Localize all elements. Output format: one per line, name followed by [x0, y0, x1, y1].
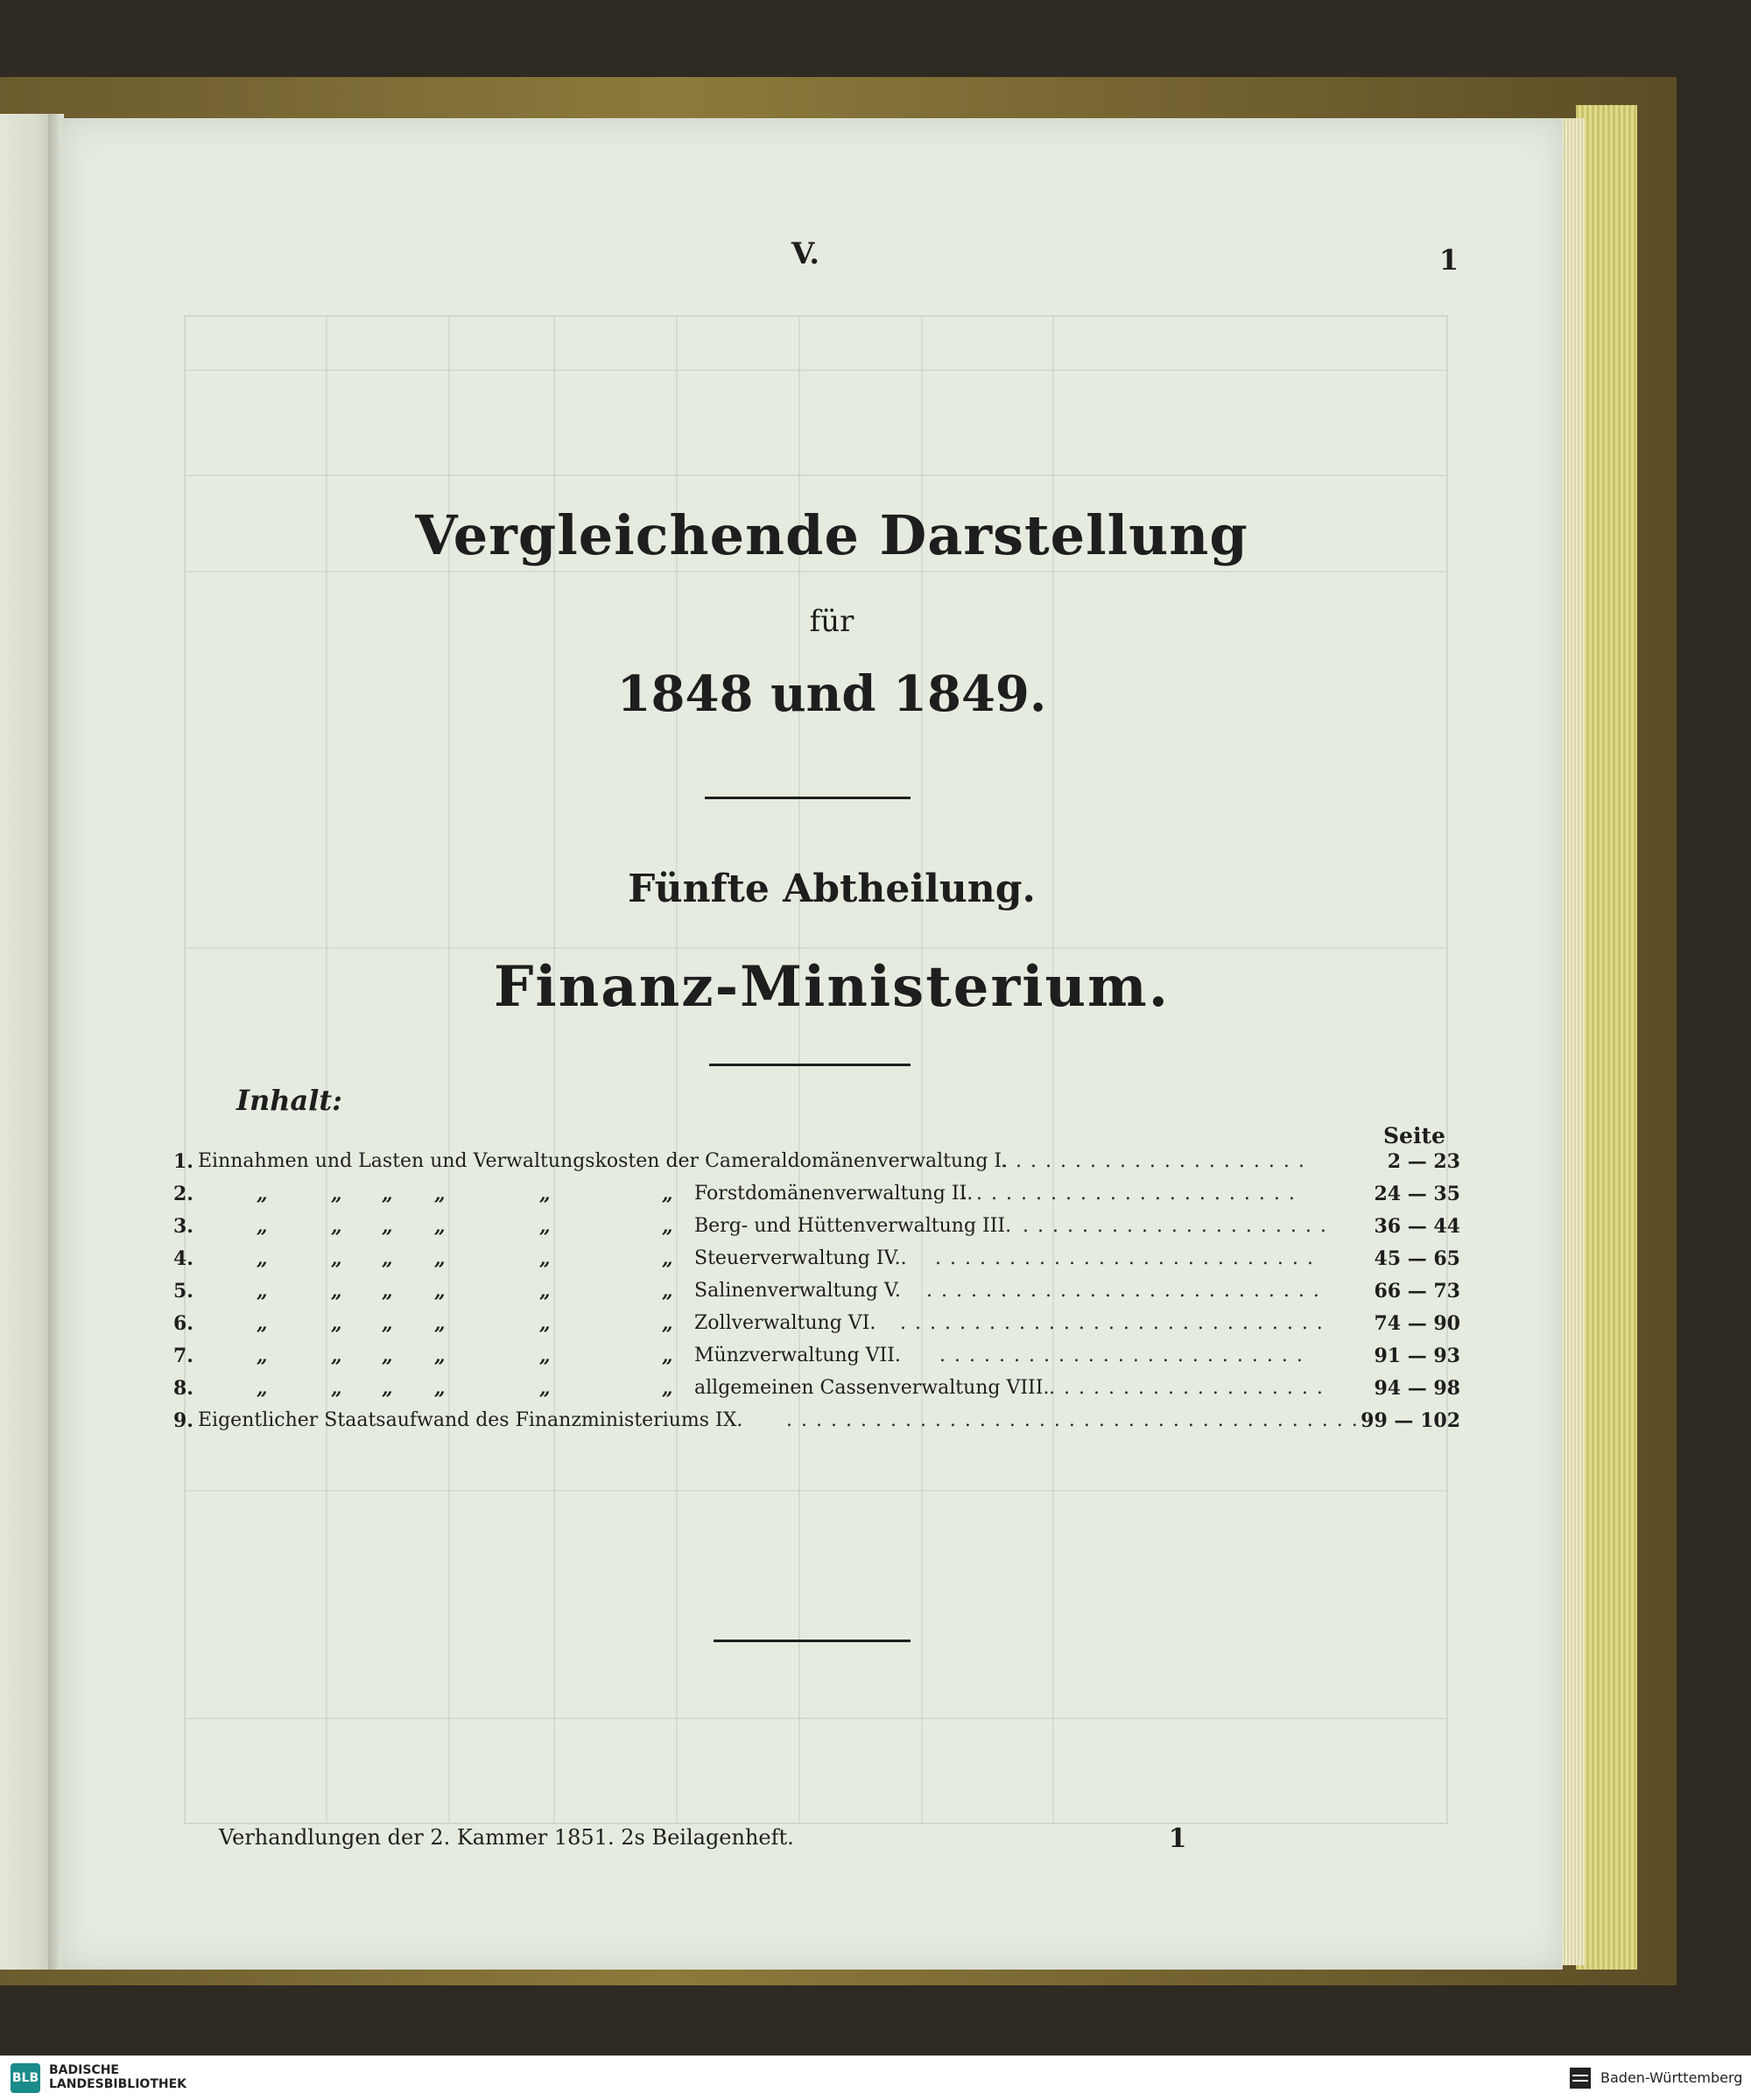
ditto-mark: „: [662, 1345, 673, 1367]
toc-pages: 74 — 90: [1374, 1312, 1460, 1335]
toc-number: 1.: [173, 1150, 193, 1173]
toc-number: 9.: [173, 1409, 193, 1432]
toc-leader: ...........................: [926, 1280, 1328, 1302]
ditto-mark: „: [382, 1377, 393, 1400]
ditto-mark: „: [434, 1377, 446, 1400]
toc-label: Forstdomänenverwaltung II.: [694, 1183, 974, 1205]
toc-row: [173, 1409, 1460, 1442]
ditto-mark: „: [434, 1247, 446, 1270]
ditto-mark: „: [539, 1377, 551, 1400]
subtitle: Fünfte Abtheilung.: [628, 867, 1036, 911]
ditto-mark: „: [257, 1183, 268, 1205]
toc-label: Einnahmen und Lasten und Verwaltungskosten der Cameraldomänenverwaltung I.: [198, 1150, 1009, 1172]
toc-label: Eigentlicher Staatsaufwand des Finanzministeriums IX.: [198, 1409, 743, 1431]
footer-page-number: 1: [1168, 1823, 1187, 1854]
toc-row: [173, 1312, 1460, 1345]
toc-pages: 2 — 23: [1387, 1150, 1460, 1173]
divider-rule: [709, 1064, 911, 1066]
footer-text: Verhandlungen der 2. Kammer 1851. 2s Beilagenheft.: [219, 1825, 794, 1850]
toc-leader: .....................: [1001, 1150, 1313, 1172]
toc-label: allgemeinen Cassenverwaltung VIII.: [694, 1377, 1050, 1399]
toc-pages: 94 — 98: [1374, 1377, 1460, 1400]
ditto-mark: „: [539, 1345, 551, 1367]
ditto-mark: „: [434, 1215, 446, 1238]
toc-pages: 36 — 44: [1374, 1215, 1460, 1238]
toc-number: 5.: [173, 1280, 193, 1303]
years-heading: 1848 und 1849.: [616, 665, 1047, 723]
for-word: für: [809, 604, 854, 639]
toc-number: 7.: [173, 1345, 193, 1367]
contents-heading: Inhalt:: [236, 1084, 342, 1117]
ditto-mark: „: [382, 1247, 393, 1270]
ditto-mark: „: [331, 1377, 342, 1400]
toc-number: 4.: [173, 1247, 193, 1270]
toc-label: Steuerverwaltung IV..: [694, 1247, 907, 1269]
ditto-mark: „: [257, 1345, 268, 1367]
toc-pages: 66 — 73: [1374, 1280, 1460, 1303]
ditto-mark: „: [257, 1247, 268, 1270]
ditto-mark: „: [331, 1215, 342, 1238]
library-name-line2: LANDESBIBLIOTHEK: [49, 2077, 187, 2091]
library-name-line1: BADISCHE: [49, 2063, 119, 2077]
page-stack-edge: [1576, 105, 1637, 1970]
ditto-mark: „: [539, 1247, 551, 1270]
toc-leader: .......................: [961, 1183, 1304, 1205]
toc-leader: .........................: [939, 1345, 1311, 1366]
toc-number: 6.: [173, 1312, 193, 1335]
ditto-mark: „: [662, 1312, 673, 1335]
ditto-mark: „: [331, 1312, 342, 1335]
divider-rule: [705, 797, 911, 799]
ditto-mark: „: [382, 1312, 393, 1335]
state-coat-of-arms-icon: [1567, 2065, 1593, 2091]
ditto-mark: „: [257, 1280, 268, 1303]
toc-label: Salinenverwaltung V.: [694, 1280, 901, 1302]
toc-leader: .....................: [1023, 1215, 1335, 1237]
toc-leader: ..........................: [935, 1247, 1322, 1269]
toc-row: [173, 1280, 1460, 1312]
toc-label: Berg- und Hüttenverwaltung III.: [694, 1215, 1012, 1237]
viewer-footer-bar: [0, 2055, 1751, 2100]
toc-number: 8.: [173, 1377, 193, 1400]
ditto-mark: „: [539, 1183, 551, 1205]
toc-row: [173, 1183, 1460, 1215]
toc-pages: 99 — 102: [1361, 1409, 1460, 1432]
page-column-header: Seite: [1383, 1123, 1445, 1148]
toc-pages: 91 — 93: [1374, 1345, 1460, 1367]
ditto-mark: „: [331, 1247, 342, 1270]
ditto-mark: „: [331, 1183, 342, 1205]
toc-leader: .............................: [900, 1312, 1332, 1334]
ditto-mark: „: [331, 1280, 342, 1303]
toc-label: Münzverwaltung VII.: [694, 1345, 901, 1366]
divider-rule: [714, 1640, 911, 1642]
toc-pages: 24 — 35: [1374, 1183, 1460, 1205]
toc-number: 3.: [173, 1215, 193, 1238]
toc-pages: 45 — 65: [1374, 1247, 1460, 1270]
ditto-mark: „: [539, 1215, 551, 1238]
toc-row: [173, 1215, 1460, 1247]
ditto-mark: „: [539, 1280, 551, 1303]
toc-label: Zollverwaltung VI.: [694, 1312, 876, 1334]
ditto-mark: „: [382, 1280, 393, 1303]
section-mark: V.: [791, 236, 820, 271]
ditto-mark: „: [662, 1183, 673, 1205]
ditto-mark: „: [662, 1377, 673, 1400]
page-title: Vergleichende Darstellung: [415, 503, 1248, 567]
toc-row: [173, 1345, 1460, 1377]
ditto-mark: „: [434, 1183, 446, 1205]
blb-logo: BLB: [11, 2063, 40, 2093]
ditto-mark: „: [331, 1345, 342, 1367]
toc-number: 2.: [173, 1183, 193, 1205]
left-page-edge: [0, 114, 53, 1970]
ditto-mark: „: [257, 1377, 268, 1400]
state-name: Baden-Württemberg: [1600, 2069, 1743, 2086]
ditto-mark: „: [382, 1345, 393, 1367]
toc-leader: ...................: [1049, 1377, 1332, 1399]
ministry-heading: Finanz-Ministerium.: [493, 954, 1171, 1020]
ditto-mark: „: [257, 1215, 268, 1238]
ditto-mark: „: [434, 1312, 446, 1335]
page-number: 1: [1438, 243, 1459, 277]
library-name: [49, 2063, 186, 2091]
ditto-mark: „: [434, 1280, 446, 1303]
ditto-mark: „: [382, 1215, 393, 1238]
ditto-mark: „: [257, 1312, 268, 1335]
ditto-mark: „: [662, 1247, 673, 1270]
ditto-mark: „: [662, 1280, 673, 1303]
toc-row: [173, 1377, 1460, 1409]
ditto-mark: „: [539, 1312, 551, 1335]
ditto-mark: „: [662, 1215, 673, 1238]
toc-row: [173, 1150, 1460, 1183]
ditto-mark: „: [382, 1183, 393, 1205]
toc-leader: .......................................: [786, 1409, 1367, 1431]
toc-row: [173, 1247, 1460, 1280]
ditto-mark: „: [434, 1345, 446, 1367]
